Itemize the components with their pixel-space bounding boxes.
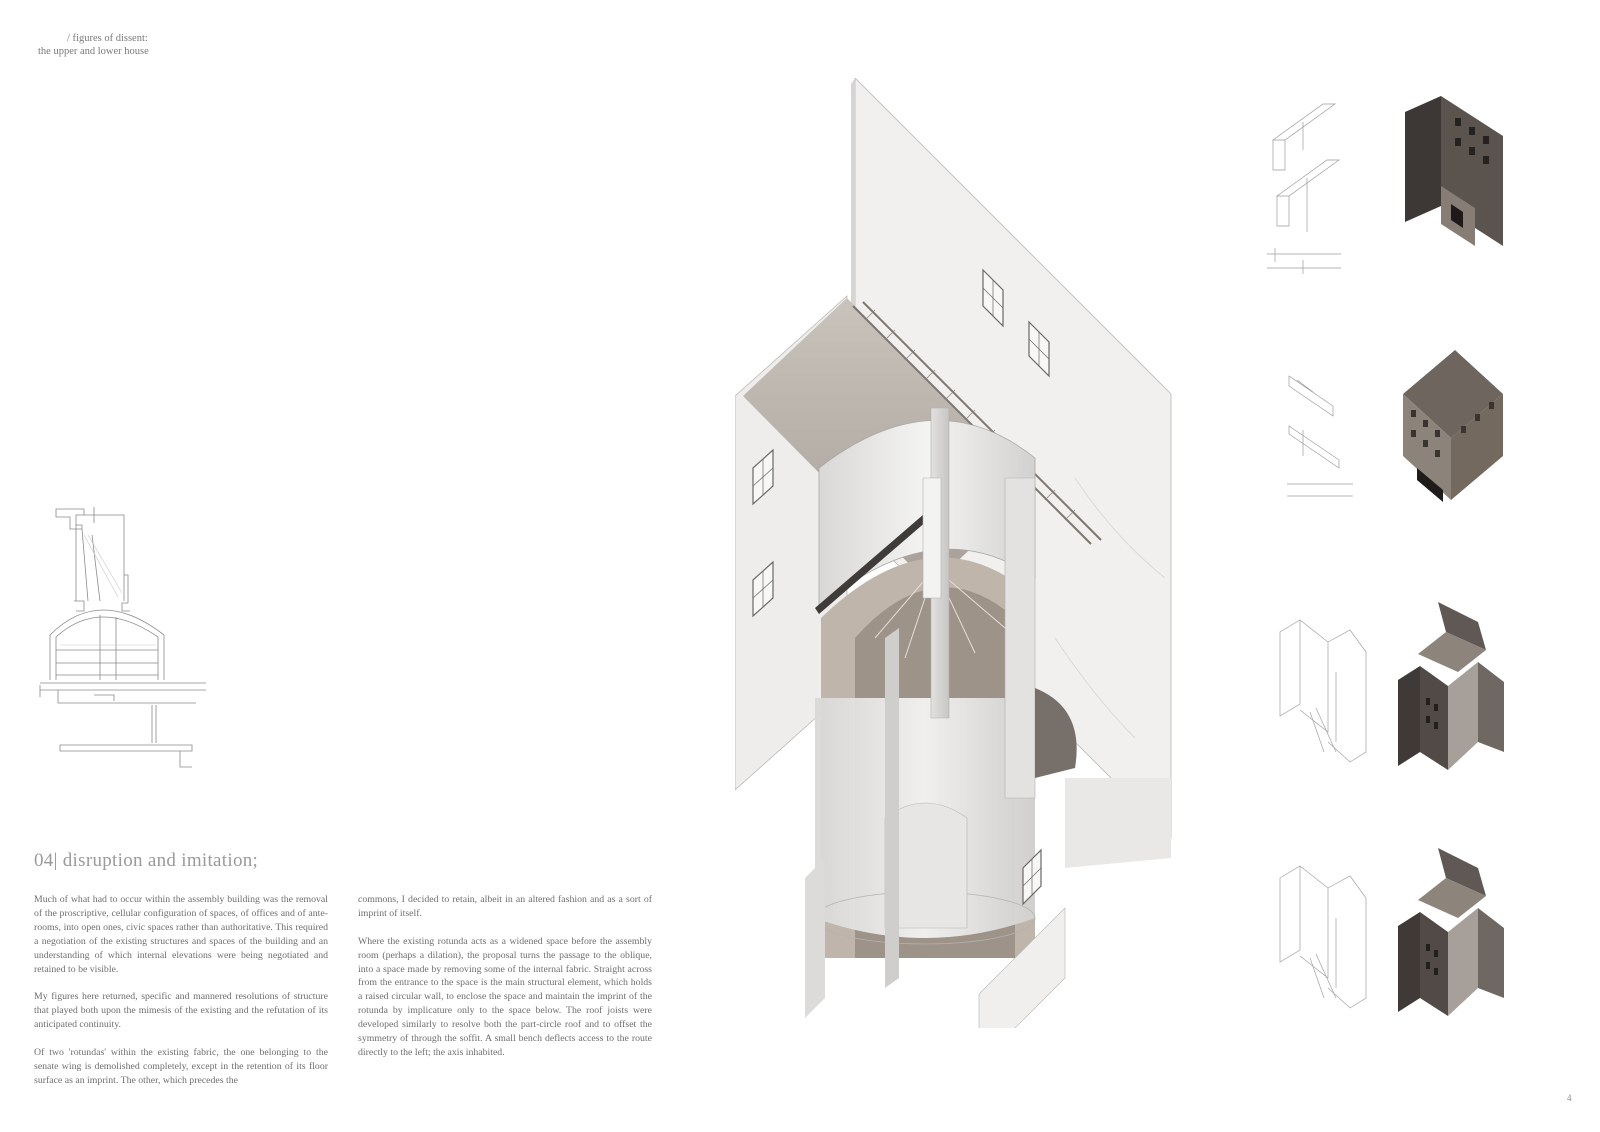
page-number: 4: [1567, 1093, 1572, 1103]
rotunda-section-drawing: [36, 505, 206, 790]
isometric-cutaway-drawing: [735, 78, 1215, 1028]
thumbnail-line-drawing-1: [1263, 92, 1351, 282]
body-column-1: [34, 893, 328, 1102]
thumbnail-render-2: [1403, 350, 1503, 502]
body-column-2: [358, 893, 652, 1074]
paragraph: commons, I decided to retain, albeit in an altered fashion and as a sort of imprint of itself.: [358, 894, 652, 919]
section-heading: 04| disruption and imitation;: [34, 850, 259, 871]
page-header: [38, 32, 238, 58]
header-line-2: the upper and lower house: [38, 46, 149, 57]
thumbnail-render-3: [1398, 602, 1504, 770]
paragraph: Much of what had to occur within the assembly building was the removal of the proscriptive, cellular configuration of spaces, of offices and of ante-rooms, into open ones, civic spaces rather than authoritative. This required a negotiation of the existing structures and spaces of the building and an understanding of which internal elevations were being negotiated and retained to be visible.: [34, 894, 328, 975]
thumbnail-line-drawing-2: [1283, 356, 1359, 501]
paragraph: Where the existing rotunda acts as a widened space before the assembly room (perhaps a dilation), the proposal turns the passage to the oblique, into a space made by removing some of the internal fabric. Straight across from the entrance to the space is the main structural element, which holds a raised circular wall, to enclose the space and maintain the imprint of the rotunda by implicature only to the space below. The roof joists were developed similarly to resolve both the part-circle roof and to offset the symmetry of through the soffit. A small bench deflects access to the route directly to the left; the axis inhabited.: [358, 935, 652, 1058]
thumbnail-render-4: [1398, 848, 1504, 1016]
paragraph: My figures here returned, specific and mannered resolutions of structure that played both upon the mimesis of the existing and the refutation of its anticipated continuity.: [34, 991, 328, 1031]
paragraph: Of two 'rotundas' within the existing fabric, the one belonging to the senate wing is demolished completely, except in the retention of its floor surface as an imprint. The other, which precedes the: [34, 1046, 328, 1086]
thumbnail-line-drawing-4: [1276, 858, 1372, 1018]
header-line-1: / figures of dissent:: [67, 33, 148, 44]
thumbnail-line-drawing-3: [1276, 612, 1372, 772]
thumbnail-render-1: [1405, 96, 1503, 248]
